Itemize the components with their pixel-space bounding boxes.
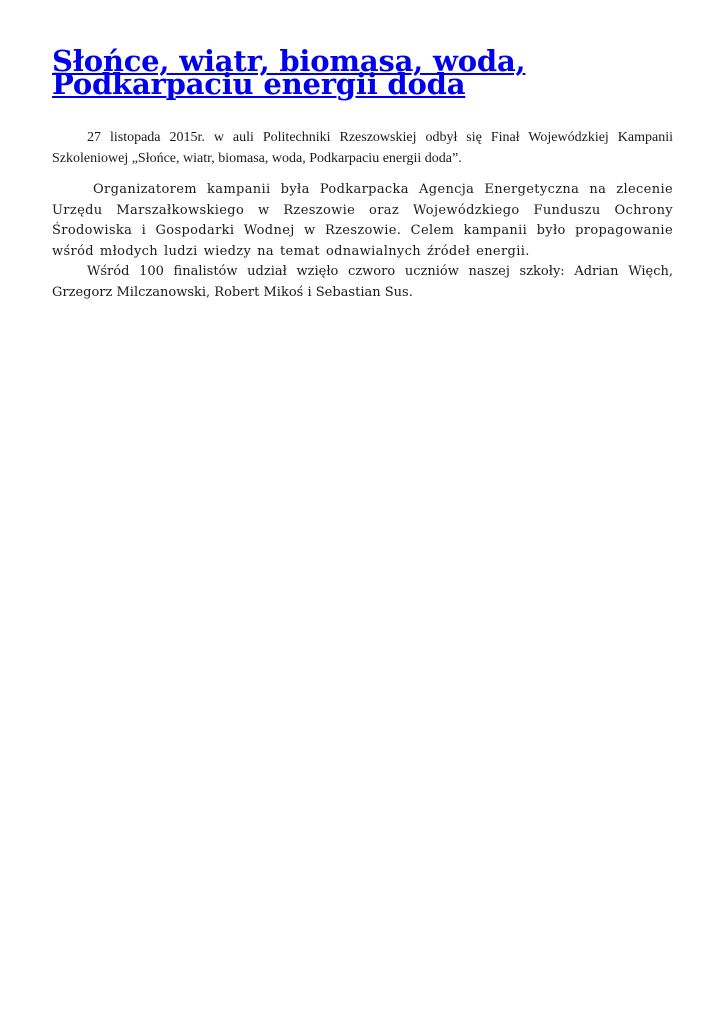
article-title bbox=[52, 44, 673, 101]
paragraph-event: 27 listopada 2015r. w auli Politechniki Rzeszowskiej odbył się Finał Wojewódzkiej Kampanii Szkoleniowej „Słońce, wiatr, biomasa, woda, Podkarpaciu energii doda”. bbox=[52, 130, 673, 166]
paragraph-organizer: Organizatorem kampanii była Podkarpacka Agencja Energetyczna na zlecenie Urzędu Marszałkowskiego w Rzeszowie oraz Wojewódzkiego Funduszu Ochrony Środowiska i Gospodarki Wodnej w Rzeszowie. Celem kampanii było propagowanie wśród młodych ludzi wiedzy na temat odnawialnych źródeł energii. bbox=[52, 182, 673, 259]
article-title-link[interactable]: Słońce, wiatr, biomasa, woda, Podkarpaciu energii doda bbox=[52, 44, 526, 101]
article-content bbox=[52, 128, 673, 303]
article bbox=[52, 44, 673, 303]
paragraph-finalists: Wśród 100 finalistów udział wzięło czworo uczniów naszej szkoły: Adrian Więch, Grzegorz Milczanowski, Robert Mikoś i Sebastian Sus. bbox=[52, 264, 673, 300]
